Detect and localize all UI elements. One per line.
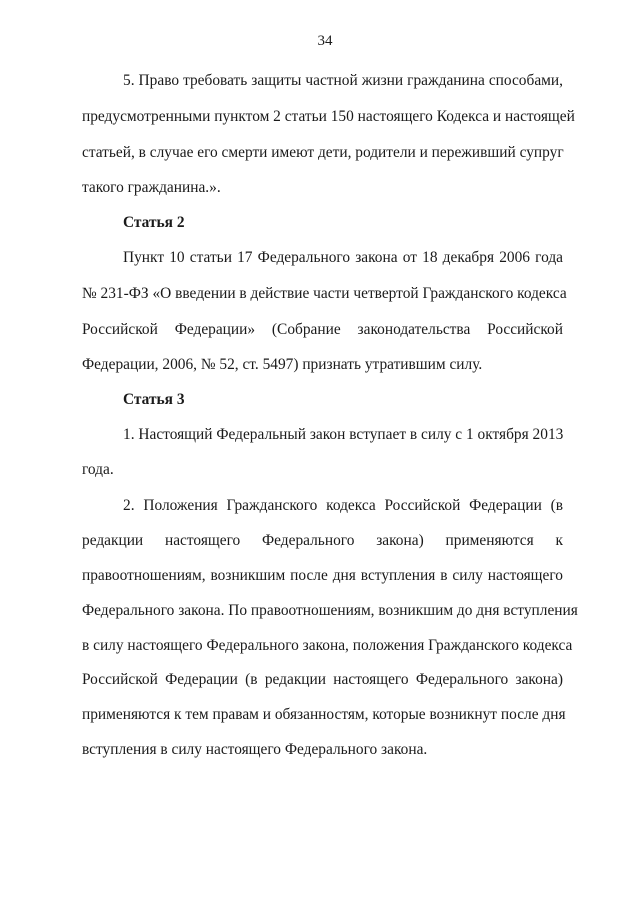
article-3-heading: Статья 3 <box>123 391 185 408</box>
article-2-line: № 231-ФЗ «О введении в действие части четвертой Гражданского кодекса <box>82 285 567 302</box>
paragraph-5-line: такого гражданина.». <box>82 179 221 196</box>
page-number: 34 <box>317 33 333 49</box>
article-2-heading: Статья 2 <box>123 214 185 231</box>
article-2-line: Пункт 10 статьи 17 Федерального закона от 18 декабря 2006 года <box>123 249 563 266</box>
article-3-part-1-line: 1. Настоящий Федеральный закон вступает в силу с 1 октября 2013 <box>123 426 564 443</box>
article-3-part-2-line: правоотношениям, возникшим после дня вступления в силу настоящего <box>82 567 563 584</box>
article-3-part-2-line: 2. Положения Гражданского кодекса Российской Федерации (в <box>123 497 563 514</box>
article-3-part-2-line: в силу настоящего Федерального закона, положения Гражданского кодекса <box>82 637 573 654</box>
article-3-part-2-line: Федерального закона. По правоотношениям, возникшим до дня вступления <box>82 602 578 619</box>
article-3-part-2-line: вступления в силу настоящего Федерального закона. <box>82 741 428 758</box>
paragraph-5-line: 5. Право требовать защиты частной жизни гражданина способами, <box>123 72 563 89</box>
paragraph-5-line: статьей, в случае его смерти имеют дети, родители и переживший супруг <box>82 144 564 161</box>
article-3-part-1-line: года. <box>82 461 114 478</box>
article-3-part-2-line: Российской Федерации (в редакции настоящего Федерального закона) <box>82 671 563 688</box>
article-2-line: Российской Федерации» (Собрание законодательства Российской <box>82 321 563 338</box>
paragraph-5-line: предусмотренными пунктом 2 статьи 150 настоящего Кодекса и настоящей <box>82 108 575 125</box>
article-2-line: Федерации, 2006, № 52, ст. 5497) признать утратившим силу. <box>82 356 483 373</box>
article-3-part-2-line: применяются к тем правам и обязанностям, которые возникнут после дня <box>82 706 566 723</box>
article-3-part-2-line: редакции настоящего Федерального закона) применяются к <box>82 532 563 549</box>
